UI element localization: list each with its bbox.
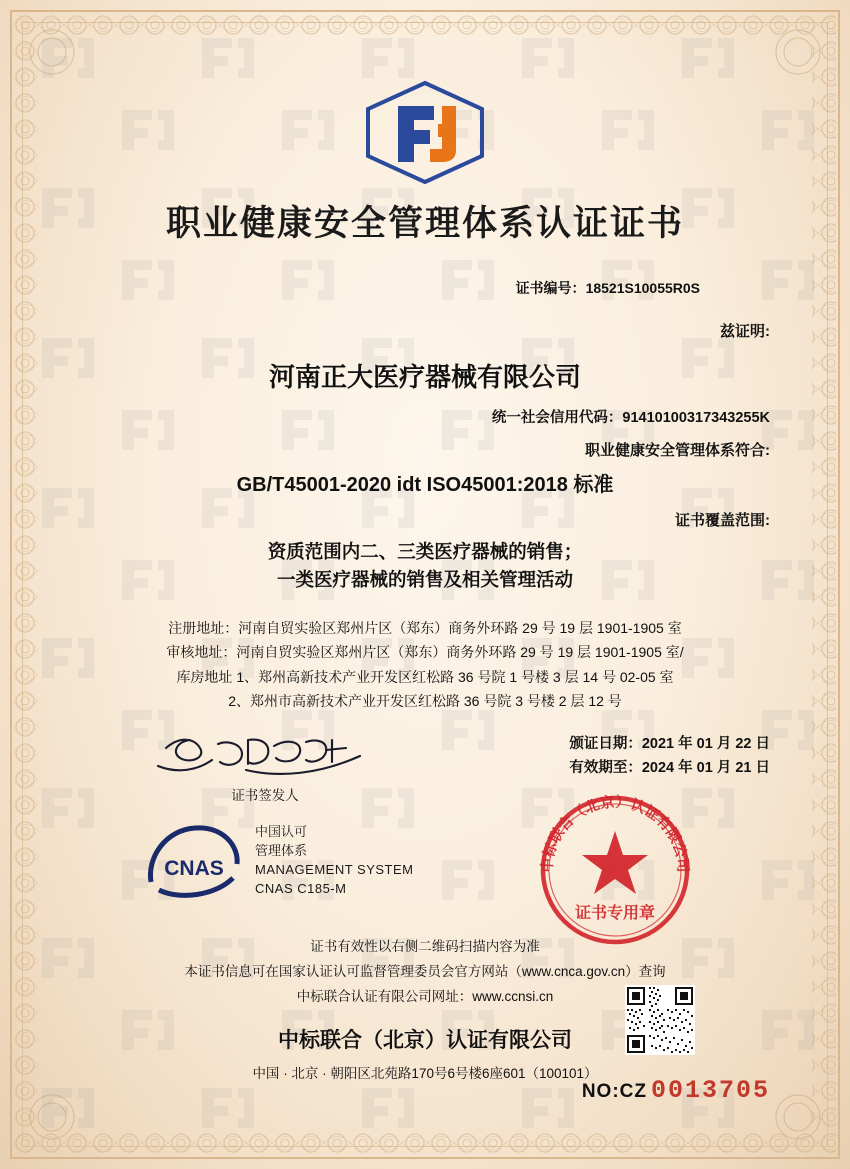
qr-code[interactable] (625, 985, 695, 1055)
serial-digits: 0013705 (650, 1076, 770, 1105)
address-line: 审核地址：河南自贸实验区郑州片区（郑东）商务外环路 29 号 19 层 1901-1905 室/ (166, 644, 684, 660)
scope-line-2: 一类医疗器械的销售及相关管理活动 (276, 568, 573, 590)
cnas-line-1: 中国认可 (255, 824, 308, 840)
standard-name: GB/T45001-2020 idt ISO45001:2018 标准 (236, 474, 614, 496)
serial-prefix: NO:CZ (581, 1081, 647, 1102)
company-name: 河南正大医疗器械有限公司 (268, 362, 581, 392)
footer-note-3: 中标联合认证有限公司网址：www.ccnsi.cn (296, 988, 554, 1004)
credit-code-line (40, 406, 810, 427)
valid-until-value: 2024 年 01 月 21 日 (641, 760, 770, 777)
svg-text:CNAS: CNAS (164, 857, 224, 880)
svg-text:中标联合（北京）认证有限公司: 中标联合（北京）认证有限公司 (539, 794, 691, 874)
certificate-number-value: 18521S10055R0S (585, 280, 700, 296)
serial-number (582, 1076, 770, 1105)
address-line: 库房地址 1、郑州高新技术产业开发区红松路 36 号院 1 号楼 3 层 14 号 02-05 室 (176, 668, 674, 685)
credit-code-value: 91410100317343255K (622, 410, 770, 426)
certificate-number-line (40, 278, 810, 298)
address-line: 2、郑州市高新技术产业开发区红松路 36 号院 3 号楼 2 层 12 号 (228, 693, 622, 709)
scope-text (40, 538, 810, 594)
cnas-text-block (255, 823, 414, 898)
footer-note-1: 证书有效性以右侧二维码扫描内容为准 (310, 939, 540, 954)
page-title: 职业健康安全管理体系认证证书 (165, 204, 684, 243)
logo-hexagon-icon (360, 80, 490, 185)
scope-label: 证书覆盖范围: (675, 512, 770, 529)
address-block (40, 616, 810, 714)
svg-text:证书专用章: 证书专用章 (574, 905, 656, 922)
valid-until-label: 有效期至： (569, 760, 642, 777)
footer-note-2: 本证书信息可在国家认证认可监督管理委员会官方网站（www.cnca.gov.cn）查询 (184, 963, 666, 979)
cnas-line-4: CNAS C185-M (255, 880, 347, 896)
hereby-label: 兹证明: (720, 323, 770, 340)
cnas-logo-icon (145, 820, 243, 902)
issue-date-value: 2021 年 01 月 22 日 (641, 735, 770, 752)
cnas-line-3: MANAGEMENT SYSTEM (255, 862, 414, 877)
address-line: 注册地址：河南自贸实验区郑州片区（郑东）商务外环路 29 号 19 层 1901-1905 室 (168, 619, 682, 636)
signature-label: 证书签发人 (231, 788, 299, 803)
cnas-line-2: 管理体系 (255, 843, 308, 859)
official-red-seal (530, 785, 700, 955)
credit-code-label: 统一社会信用代码： (491, 410, 623, 426)
certificate-content (40, 30, 810, 1139)
signature-block (135, 730, 395, 804)
cnas-accreditation-mark (145, 820, 414, 902)
certificate-number-label: 证书编号： (515, 280, 586, 296)
issuing-organization-address: 中国 · 北京 · 朝阳区北苑路170号6号楼6座601（100101） (252, 1065, 598, 1081)
conformity-label: 职业健康安全管理体系符合: (585, 442, 770, 459)
issuing-organization: 中标联合（北京）认证有限公司 (278, 1028, 572, 1052)
company-logo (40, 80, 810, 190)
handwritten-signature-icon (150, 730, 380, 782)
scope-line-1: 资质范围内二、三类医疗器械的销售； (267, 541, 583, 562)
issue-date-label: 颁证日期： (569, 735, 642, 752)
